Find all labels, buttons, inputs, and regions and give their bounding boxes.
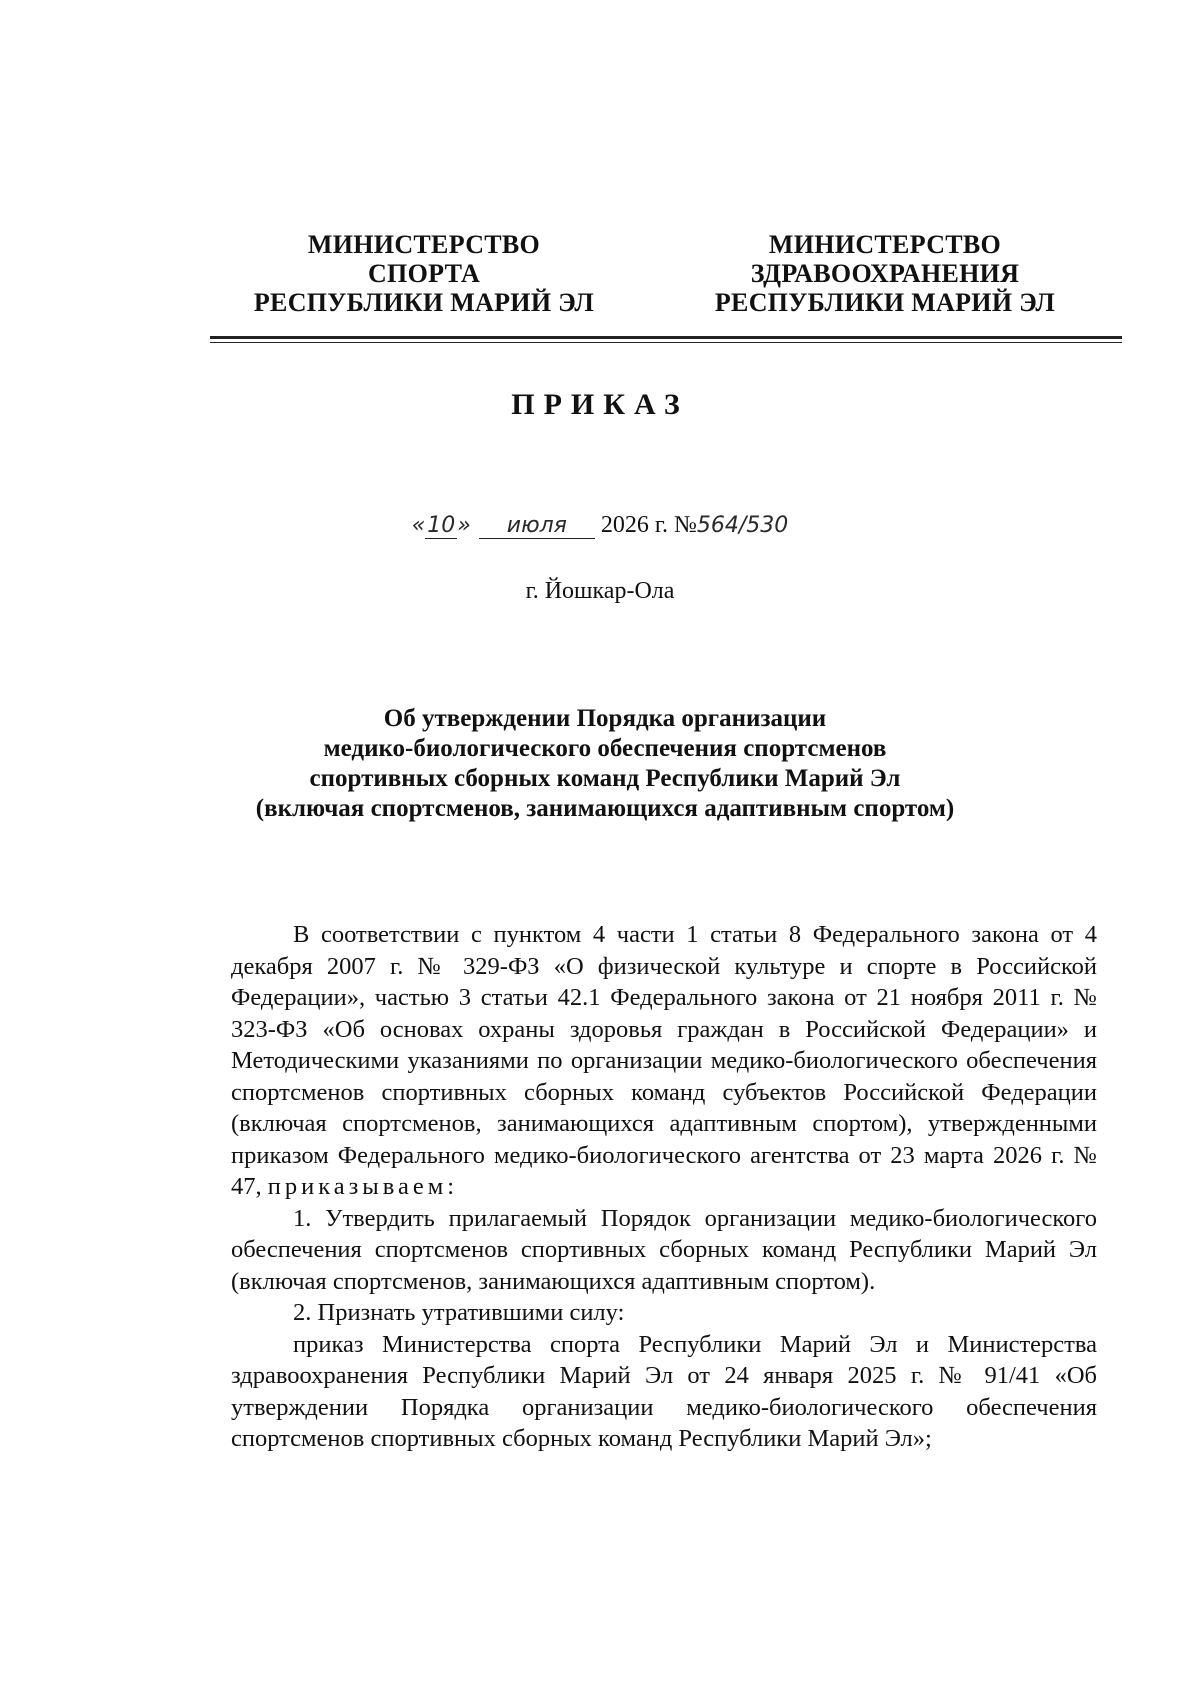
letterhead bbox=[0, 230, 1200, 322]
item-2: 2. Признать утратившими силу: bbox=[293, 1299, 625, 1326]
title-line: (включая спортсменов, занимающихся адаптивным спортом) bbox=[255, 795, 955, 822]
org-line: РЕСПУБЛИКИ МАРИЙ ЭЛ bbox=[714, 288, 1056, 317]
title-line: медико-биологического обеспечения спортсменов bbox=[323, 735, 887, 762]
ministry-of-health-heading bbox=[690, 230, 1080, 317]
preamble-paragraph bbox=[231, 919, 1097, 1203]
handwritten-number: 564/530 bbox=[696, 513, 789, 538]
ministry-of-sport-heading bbox=[240, 230, 608, 317]
header-rule-thick bbox=[210, 336, 1122, 339]
preamble-text: В соответствии с пунктом 4 части 1 статьи 8 Федерального закона от 4 декабря 2007 г. № 329-ФЗ «О физической культуре и спорте в Российской Федерации», частью 3 статьи 42.1 Федерального закона от 21 ноября 2011 г. № 323-ФЗ «Об основах охраны здоровья граждан в Российской Федерации» и Методическими указаниями по организации медико-биологического обеспечения спортсменов спортивных сборных команд субъектов Российской Федерации (включая спортсменов, занимающихся адаптивным спортом), утвержденными приказом Федерального медико-биологического агентства от 23 марта 2026 г. № 47, bbox=[231, 921, 1097, 1200]
order-word: приказываем: bbox=[267, 1173, 459, 1200]
city: г. Йошкар-Ола bbox=[525, 578, 675, 604]
document-body bbox=[231, 919, 1097, 1455]
title-line: Об утверждении Порядка организации bbox=[383, 705, 827, 732]
open-quote: « bbox=[411, 513, 426, 538]
handwritten-day: 10 bbox=[427, 513, 456, 538]
document-title bbox=[160, 704, 1050, 824]
document-type-heading: ПРИКАЗ bbox=[511, 388, 689, 421]
item-2-subitem: приказ Министерства спорта Республики Марий Эл и Министерства здравоохранения Республики Марий Эл от 24 января 2025 г. № 91/41 «Об утверждении Порядка организации медико-биологического обеспечения спортсменов спортивных сборных команд Республики Марий Эл»; bbox=[231, 1330, 1097, 1452]
org-line: МИНИСТЕРСТВО bbox=[307, 230, 541, 259]
close-quote: » bbox=[457, 513, 471, 538]
year-and-number-label: 2026 г. № bbox=[600, 512, 697, 538]
header-rule-thin bbox=[210, 342, 1122, 343]
handwritten-month: июля bbox=[479, 513, 595, 539]
org-line: РЕСПУБЛИКИ МАРИЙ ЭЛ bbox=[253, 288, 595, 317]
title-line: спортивных сборных команд Республики Марий Эл bbox=[309, 765, 901, 792]
item-1: 1. Утвердить прилагаемый Порядок организации медико-биологического обеспечения спортсменов спортивных сборных команд Республики Марий Эл (включая спортсменов, занимающихся адаптивным спортом). bbox=[231, 1204, 1097, 1295]
org-line: СПОРТА bbox=[367, 259, 481, 288]
org-line: МИНИСТЕРСТВО bbox=[768, 230, 1002, 259]
date-line bbox=[0, 512, 1200, 539]
org-line: ЗДРАВООХРАНЕНИЯ bbox=[750, 259, 1020, 288]
